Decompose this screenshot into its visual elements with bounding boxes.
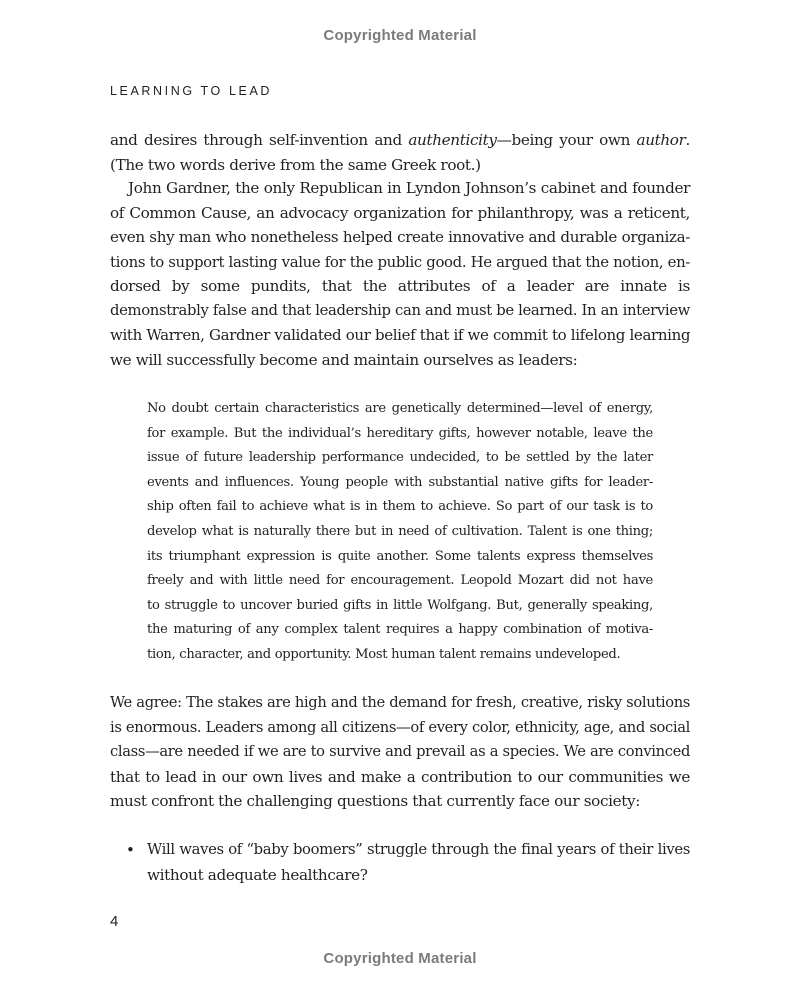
quote-line: ship often fail to achieve what is in them to achieve. So part of our task is to [147,499,653,515]
paragraph-line: demonstrably false and that leadership can and must be learned. In an interview [110,301,690,319]
paragraph-we-agree [110,691,690,814]
italic-term: author [636,131,686,149]
quote-line: to struggle to uncover buried gifts in little Wolfgang. But, generally speaking, [147,597,653,613]
bullet-line: without adequate healthcare? [147,865,368,884]
bullet-text [147,838,690,887]
copyright-watermark-bottom: Copyrighted Material [323,950,477,967]
paragraph-line: is enormous. Leaders among all citizens—of every color, ethnicity, age, and social [110,718,690,736]
paragraph-line: and desires through self-invention and authenticity—being your own author. [110,131,690,149]
paragraph-line: We agree: The stakes are high and the demand for fresh, creative, risky solutions [110,694,690,711]
paragraph-line: tions to support lasting value for the public good. He argued that the notion, en- [110,252,690,271]
page-number: 4 [110,913,119,930]
quote-line: its triumphant expression is quite another. Some talents express themselves [147,548,653,564]
paragraph-line: with Warren, Gardner validated our belief that if we commit to lifelong learning [110,326,691,344]
bullet-line: Will waves of “baby boomers” struggle through the final years of their lives [147,841,690,858]
quote-line: events and influences. Young people with substantial native gifts for leader- [147,474,653,490]
quote-line: freely and with little need for encouragement. Leopold Mozart did not have [147,573,653,589]
paragraph-line: must confront the challenging questions that currently face our society: [110,792,641,810]
paragraph-line: John Gardner, the only Republican in Lyndon Johnson’s cabinet and founder [128,179,690,197]
bullet-icon: • [126,841,135,859]
paragraph-line: of Common Cause, an advocacy organization for philanthropy, was a reticent, [110,203,690,222]
paragraph-gardner [110,176,690,372]
paragraph-line: we will successfully become and maintain ourselves as leaders: [110,350,578,369]
copyright-watermark-top: Copyrighted Material [323,27,477,44]
running-head: LEARNING TO LEAD [110,84,273,98]
quote-line: issue of future leadership performance undecided, to be settled by the later [147,450,653,466]
paragraph-line: that to lead in our own lives and make a contribution to our communities we [110,767,690,786]
paragraph-line: dorsed by some pundits, that the attributes of a leader are innate is [110,277,690,295]
paragraph-continuation [110,128,690,177]
quote-line: develop what is naturally there but in need of cultivation. Talent is one thing; [147,523,653,539]
paragraph-line: class—are needed if we are to survive and prevail as a species. We are convinced [110,743,690,760]
quote-line: the maturing of any complex talent requires a happy combination of motiva- [147,622,653,638]
quote-line: tion, character, and opportunity. Most human talent remains undeveloped. [147,646,621,662]
block-quote [147,397,653,668]
quote-line: for example. But the individual’s hereditary gifts, however notable, leave the [147,425,653,441]
quote-line: No doubt certain characteristics are genetically determined—level of energy, [147,401,653,416]
italic-term: authenticity [408,131,497,149]
paragraph-line: (The two words derive from the same Greek root.) [110,155,481,174]
paragraph-line: even shy man who nonetheless helped create innovative and durable organiza- [110,228,690,246]
